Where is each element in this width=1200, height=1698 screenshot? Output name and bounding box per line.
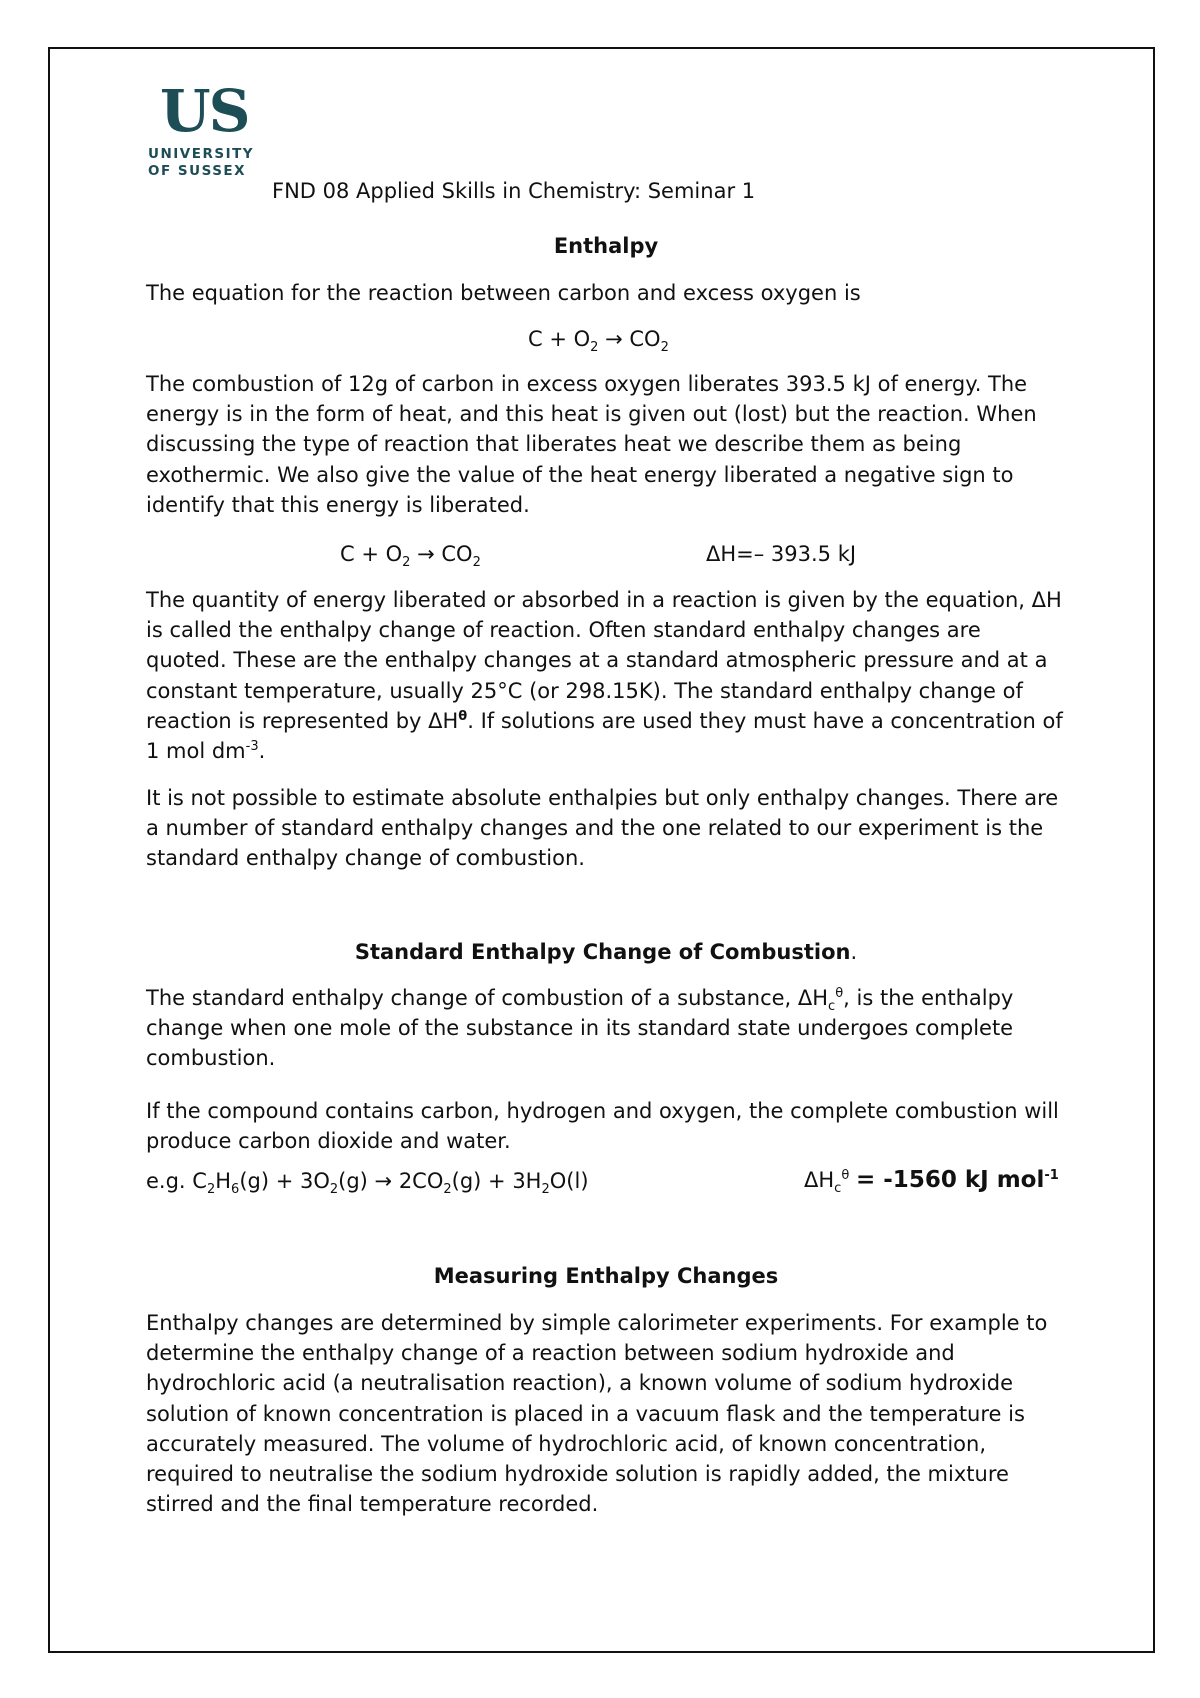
paragraph-compound: If the compound contains carbon, hydrogen and oxygen, the complete combustion will produce carbon dioxide and water. [146, 1099, 1059, 1154]
para2-end: . [258, 739, 266, 764]
heading-combustion-text: Standard Enthalpy Change of Combustion [354, 940, 851, 964]
logo-mark: US [160, 77, 249, 145]
paragraph-absolute-enthalpies: It is not possible to estimate absolute enthalpies but only enthalpy changes. There are a number of standard enthalpy changes and the one related to our experiment is the standard enthalpy change of combustion. [146, 786, 1059, 871]
example-value: = -1560 kJ mol [855, 1167, 1045, 1193]
paragraph-calorimeter: Enthalpy changes are determined by simple calorimeter experiments. For example to determine the enthalpy change of a reaction between sodium hydroxide and hydrochloric acid (a neutralisation reaction), a known volume of sodium hydroxide solution of known concentration is placed in a vacuum flask and the temperature is accurately measured. The volume of hydrochloric acid, of known concentration, required to neutralise the sodium hydroxide solution is rapidly added, the mixture stirred and the final temperature recorded. [146, 1311, 1048, 1517]
combustion-def-text: The standard enthalpy change of combustion of a substance, ΔH [146, 986, 829, 1010]
example-exponent: -1 [1044, 1168, 1059, 1183]
heading-enthalpy: Enthalpy [553, 234, 659, 258]
paragraph-combustion-definition [146, 983, 1066, 1074]
course-title: FND 08 Applied Skills in Chemistry: Seminar 1 [272, 179, 756, 203]
paragraph-enthalpy-change [146, 585, 1066, 766]
exponent-neg3: -3 [245, 739, 259, 755]
heading-measuring: Measuring Enthalpy Changes [433, 1264, 779, 1288]
logo-line-university: UNIVERSITY [148, 146, 255, 162]
para2-text: The quantity of energy liberated or absorbed in a reaction is given by the equation, ΔH is called the enthalpy change of reaction. Often standard enthalpy changes are quoted. These are the enthalpy changes at a standard atmospheric pressure and at a constant temperature, usually 25°C (or 298.15K). The standard enthalpy change of reaction is represented by ΔH [146, 588, 1062, 733]
paragraph-combustion: The combustion of 12g of carbon in excess oxygen liberates 393.5 kJ of energy. The energy is in the form of heat, and this heat is given out (lost) but the reaction. When discussing the type of reaction that liberates heat we describe them as being exothermic. We also give the value of the heat energy liberated a negative sign to identify that this energy is liberated. [146, 372, 1037, 517]
intro-text: The equation for the reaction between carbon and excess oxygen is [146, 281, 861, 305]
subscript-c: c [828, 999, 836, 1015]
equation-carbon-oxygen-2: $C + O_2 \to CO_2$ [340, 542, 481, 571]
equation-carbon-oxygen: $C + O_2 \to CO_2$ [528, 327, 669, 356]
equation-ethane-combustion: e.g. $C_2H_6(g) + 3O_2(g) \to 2CO_2(g) + 3H_2O(l)$ [146, 1169, 589, 1198]
heading-combustion [146, 939, 1066, 965]
superscript-theta: θ [835, 986, 844, 1001]
example-delta-h: $\Delta H_c^\theta = -1560$ kJ mol$^{-1}$ [804, 1167, 1059, 1197]
logo-line-sussex: OF SUSSEX [148, 163, 247, 179]
heading-combustion-dot: . [850, 940, 858, 964]
university-logo [148, 77, 268, 182]
theta-symbol: θ [458, 708, 468, 724]
delta-h-value: ΔH=– 393.5 kJ [706, 542, 857, 566]
combustion-def-text-2: , is the enthalpy change when one mole of the substance in its standard state undergoes complete combustion. [146, 986, 1014, 1071]
para2-text-2: . If solutions are used they must have a concentration of 1 mol dm [146, 708, 1063, 764]
